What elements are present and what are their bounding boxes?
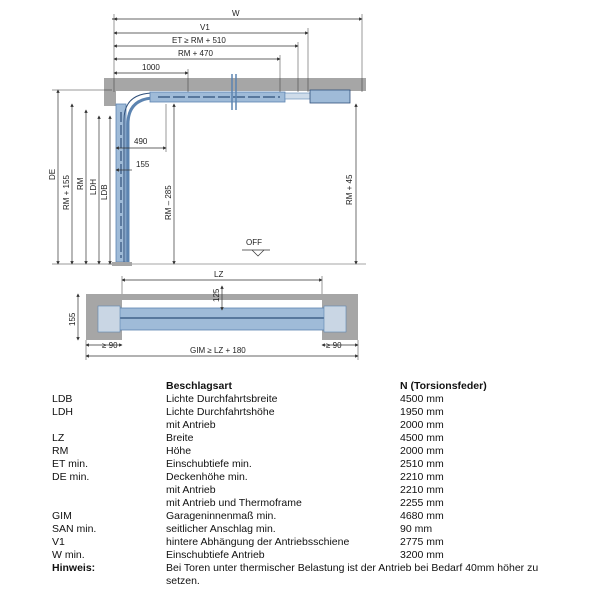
plan-view bbox=[68, 270, 358, 360]
table-cell-c2: hintere Abhängung der Antriebsschiene bbox=[166, 536, 350, 548]
table-row bbox=[52, 536, 572, 549]
note-row bbox=[52, 562, 572, 588]
table-cell-c3: 2000 mm bbox=[400, 445, 444, 457]
table-cell-c1: ET min. bbox=[52, 458, 88, 470]
table-rows bbox=[52, 393, 572, 562]
ceiling bbox=[108, 78, 366, 91]
table-cell-c3: 2210 mm bbox=[400, 471, 444, 483]
table-row bbox=[52, 510, 572, 523]
curved-track bbox=[128, 98, 185, 262]
door-plan-leaf bbox=[102, 308, 342, 330]
rm285-label: RM – 285 bbox=[164, 185, 173, 220]
table-cell-c1: LZ bbox=[52, 432, 65, 444]
table-row bbox=[52, 471, 572, 484]
table-cell-c1: DE min. bbox=[52, 471, 90, 483]
dimension-gim bbox=[86, 340, 358, 360]
et-label: ET ≥ RM + 510 bbox=[172, 36, 226, 45]
lz-label: LZ bbox=[214, 270, 224, 279]
d490-label: 490 bbox=[134, 137, 148, 146]
table-cell-c3: 4500 mm bbox=[400, 432, 444, 444]
table-row bbox=[52, 445, 572, 458]
table-cell-c3: 1950 mm bbox=[400, 406, 444, 418]
drive-motor bbox=[310, 90, 350, 103]
table-cell-c2: Lichte Durchfahrtsbreite bbox=[166, 393, 278, 405]
table-cell-c2: Garageninnenmaß min. bbox=[166, 510, 277, 522]
gim-label: GIM ≥ LZ + 180 bbox=[190, 346, 246, 355]
header-col3: N (Torsionsfeder) bbox=[400, 380, 487, 392]
table-cell-c1: LDH bbox=[52, 406, 74, 418]
table-cell-c2: Einschubtiefe Antrieb bbox=[166, 549, 265, 561]
table-cell-c2: Breite bbox=[166, 432, 194, 444]
table-cell-c2: Deckenhöhe min. bbox=[166, 471, 248, 483]
off-label: OFF bbox=[246, 238, 262, 247]
table-cell-c1 bbox=[52, 419, 166, 432]
table-cell-c2: mit Antrieb und Thermoframe bbox=[166, 497, 302, 509]
dimension-ge90-right bbox=[322, 341, 358, 350]
table-cell-c2: mit Antrieb bbox=[166, 419, 216, 431]
v1-label: V1 bbox=[200, 23, 210, 32]
note-label: Hinweis: bbox=[52, 562, 96, 574]
dimension-rm155 bbox=[62, 104, 72, 264]
dimension-ldh bbox=[89, 116, 99, 264]
rm155-label: RM + 155 bbox=[62, 175, 71, 210]
d125-label: 125 bbox=[212, 288, 221, 302]
table-cell-c1: LDB bbox=[52, 393, 73, 405]
dimension-rm bbox=[76, 110, 86, 264]
table-cell-c3: 2510 mm bbox=[400, 458, 444, 470]
table-cell-c2: Einschubtiefe min. bbox=[166, 458, 252, 470]
ge90l-label: ≥ 90 bbox=[102, 341, 118, 350]
dimension-155-plan bbox=[68, 294, 78, 340]
dimension-ldb bbox=[100, 116, 110, 264]
table-cell-c3: 3200 mm bbox=[400, 549, 444, 561]
table-cell-c2: mit Antrieb bbox=[166, 484, 216, 496]
table-row bbox=[52, 497, 572, 510]
section-view bbox=[48, 9, 366, 266]
table-cell-c1 bbox=[52, 497, 166, 510]
rm-label: RM bbox=[76, 177, 85, 190]
table-cell-c3: 2000 mm bbox=[400, 419, 444, 431]
ldh-label: LDH bbox=[89, 178, 98, 195]
table-cell-c1: SAN min. bbox=[52, 523, 97, 535]
table-row bbox=[52, 419, 572, 432]
table-cell-c2: Höhe bbox=[166, 445, 192, 457]
dimension-125 bbox=[212, 286, 222, 310]
header-col1 bbox=[52, 380, 166, 393]
table-cell-c3: 4500 mm bbox=[400, 393, 444, 405]
ge90r-label: ≥ 90 bbox=[326, 341, 342, 350]
table-row bbox=[52, 432, 572, 445]
specification-table bbox=[52, 380, 572, 588]
plan155-label: 155 bbox=[68, 312, 77, 326]
table-row bbox=[52, 484, 572, 497]
de-label: DE bbox=[48, 168, 57, 180]
d155-label: 155 bbox=[136, 160, 150, 169]
rm45-label: RM + 45 bbox=[345, 174, 354, 205]
rm470-label: RM + 470 bbox=[178, 49, 213, 58]
table-cell-c3: 2255 mm bbox=[400, 497, 444, 509]
ldb-label: LDB bbox=[100, 184, 109, 200]
dimension-ge90-left bbox=[86, 341, 122, 350]
table-row bbox=[52, 523, 572, 536]
table-cell-c1 bbox=[52, 484, 166, 497]
table-cell-c2: Lichte Durchfahrtshöhe bbox=[166, 406, 275, 418]
table-cell-c1: RM bbox=[52, 445, 69, 457]
dimension-rm45 bbox=[345, 104, 356, 264]
table-cell-c2: seitlicher Anschlag min. bbox=[166, 523, 276, 535]
d1000-label: 1000 bbox=[142, 63, 160, 72]
w-label: W bbox=[232, 9, 240, 18]
note-text: Bei Toren unter thermischer Belastung ist der Antrieb bei Bedarf 40mm höher zu setzen. bbox=[166, 562, 539, 587]
dimension-de bbox=[48, 90, 58, 264]
table-row bbox=[52, 549, 572, 562]
table-header bbox=[52, 380, 572, 393]
table-cell-c3: 4680 mm bbox=[400, 510, 444, 522]
table-cell-c1: W min. bbox=[52, 549, 85, 561]
header-col2: Beschlagsart bbox=[166, 380, 232, 392]
table-cell-c1: GIM bbox=[52, 510, 72, 522]
table-cell-c3: 2775 mm bbox=[400, 536, 444, 548]
table-row bbox=[52, 458, 572, 471]
table-row bbox=[52, 406, 572, 419]
table-row bbox=[52, 393, 572, 406]
dimension-rm285 bbox=[164, 104, 174, 264]
table-cell-c1: V1 bbox=[52, 536, 65, 548]
table-cell-c3: 2210 mm bbox=[400, 484, 444, 496]
table-cell-c3: 90 mm bbox=[400, 523, 433, 535]
